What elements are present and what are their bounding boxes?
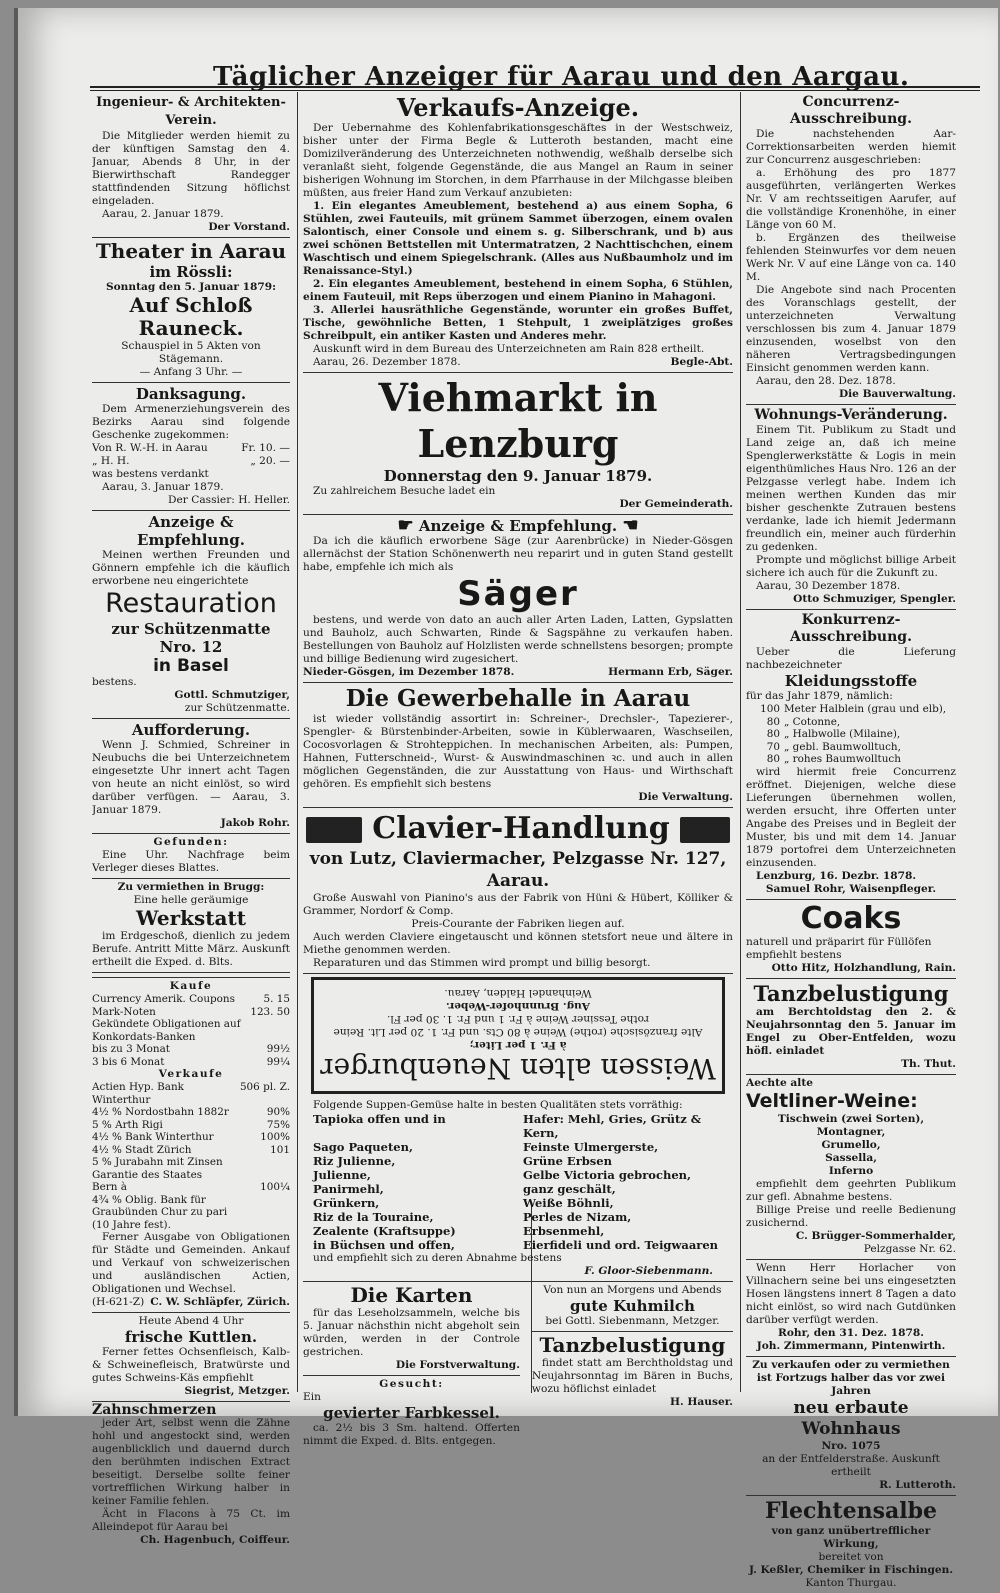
fabric-row [746,703,956,716]
product-item: Tapioka offen und in [313,1112,446,1126]
ad-text: Prompte und möglichst billige Arbeit sichere ich auch für die Zukunft zu. [746,554,956,579]
rate-row [92,1194,290,1232]
product-item: Zealente (Kraftsuppe) [313,1224,456,1238]
ad-title-text: Anzeige & Empfehlung. [418,517,618,535]
ad-restauration [92,511,290,719]
product-list [303,1112,733,1252]
ad-subtitle: zur Schützenmatte Nro. 12 [111,620,271,656]
fabric-name: „ gebl. Baumwolltuch, [784,740,901,753]
ad-karten [303,1282,520,1376]
product-item: Eierfideli und ord. Teigwaaren [523,1238,719,1252]
ad-city: in Basel [153,656,229,676]
ad-text: bereitet von [818,1550,884,1563]
ad-text: Ferner fettes Ochsenfleisch, Kalb- & Schweinefleisch, Bratwürste und gutes Schweins-Käs empfiehlt [92,1346,290,1384]
fabric-name: „ Cotonne, [784,715,841,728]
rate-row [92,1131,290,1144]
masthead: Täglicher Anzeiger für Aarau und den Aargau. [213,62,910,92]
fabric-quantity: 80 [766,753,780,765]
ad-date: Aarau, den 28. Dez. 1878. [756,375,896,387]
ad-date: Sonntag den 5. Januar 1879: [105,281,277,293]
ad-coaks [746,900,956,979]
fabric-quantity: 80 [766,728,780,740]
ad-text: bestens, und werde von dato an auch aller Arten Laden, Latten, Gypslatten und Bauholz, auch Schwarten, Rinde & Sagspähne zu verkaufen haben. Bestellungen von Bauholz auf Holzlisten werde schnellstens besorgen; prompte und billige Bedienung wird zugesichert. [303,614,733,665]
ad-date: Aarau, 30 Dezember 1878. [756,580,901,592]
ad-text: Meinen werthen Freunden und Gönnern empfehle ich die käuflich erworbene neu eingerichtete [92,549,290,587]
rate-label: 3 bis 6 Monat [92,1055,165,1068]
rate-value: 75% [266,1118,290,1131]
ad-kuhmilch [532,1282,733,1332]
ad-headline: Restauration [105,588,277,619]
wine-item: Sassella, [825,1151,877,1164]
column-divider-2 [740,92,741,1392]
fabric-name: Meter Halblein (grau und elb), [784,703,947,715]
ad-signature: Aug. Brunnhofer-Weber. [445,1000,591,1012]
ad-kurse [92,977,290,1313]
ad-title: Viehmarkt in Lenzburg [378,375,658,466]
rate-row [92,1106,290,1119]
ad-text: Auskunft wird in dem Bureau des Unterzeichneten am Rain 828 ertheilt. [313,343,705,355]
fabric-row [746,753,956,766]
ad-headline: gevierter Farbkessel. [323,1404,500,1422]
rate-value: 100¼ [260,1181,290,1193]
ad-text: bei Gottl. Siebenmann, Metzger. [545,1315,720,1327]
rate-value [250,1018,290,1043]
ad-signature: C. Brügger-Sommerhalder, [795,1229,956,1242]
donation-amount: Fr. 10. — [241,442,290,454]
ad-intro: Aechte alte [746,1076,813,1089]
ad-item: 3. Allerlei hausräthliche Gegenstände, worunter ein großes Buffet, Tische, gewöhnliche Betten, 1 Stehpult, 1 zweiplätziges großes Schreibpult, ein antiker Kasten und Anderes mehr. [303,304,733,342]
rate-row [92,1043,290,1056]
ad-headline: Veltliner-Weine: [746,1089,918,1112]
ad-text: Von nun an Morgens und Abends [543,1284,722,1296]
ad-zahnschmerzen [92,1402,290,1550]
ad-text: Der Uebernahme des Kohlenfabrikationsgeschäftes in der Westschweiz, bisher unter der Firma Begle & Lutteroth bestanden, macht eine Domizilveränderung des Unterzeichneten nothwendig, weßhalb derselbe sich veranlaßt sieht, folgende Gegenstände, die aus Mangel an Raum in seiner bisherigen Wohnung im Storchen, in dem Pfarrhause in der Milchgasse bleiben müßten, aus freier Hand zum Verkauf anzubieten: [303,122,733,199]
ad-headline: Tanzbelustigung [539,1333,726,1357]
fabric-name: „ Halbwolle (Milaine), [784,728,901,740]
product-item: Hafer: Mehl, Gries, Grütz & Kern, [523,1112,702,1140]
ad-item: a. Erhöhung des pro 1877 ausgeführten, verlängerten Werkes Nr. V am rechtsseitigen Aarufer, auf die vollständige Kronenhöhe, in einer Länge von 60 M. [746,167,956,231]
rate-row [92,1018,290,1043]
ad-signature: Jakob Rohr. [220,817,290,829]
ad-viehmarkt [303,373,733,515]
ad-headline: Kleidungsstoffe [784,672,918,690]
ad-signature: R. Lutteroth. [879,1478,956,1491]
rate-label: Mark-Noten [92,1005,156,1018]
ad-signature: H. Hauser. [670,1396,733,1408]
fabric-quantity: 80 [766,715,780,728]
fabric-table [746,703,956,766]
column-divider-1 [297,92,298,1392]
ad-date: Aarau, 26. Dezember 1878. [313,356,461,368]
ad-signature: Hermann Erb, Säger. [608,666,733,678]
product-item: Gelbe Victoria gebrochen, [523,1168,691,1182]
ad-headline: Säger [457,574,579,614]
rate-label: Currency Amerik. Coupons [92,993,235,1005]
bottom-left [303,1282,526,1451]
ad-title [303,517,733,535]
rate-value: 5. 15 [263,993,290,1005]
ad-signature: Th. Thut. [901,1057,956,1070]
ad-signature: Siegrist, Metzger. [184,1385,290,1397]
ad-text: Zu zahlreichem Besuche ladet ein [313,485,496,497]
ad-footer [303,666,733,679]
product-item: Julienne, [313,1168,371,1182]
ad-text: jeder Art, selbst wenn die Zähne hohl und angestockt sind, werden augenblicklich und dauernd durch den berühmten indischen Extract beseitigt. Derselbe sollte feiner vortrefflichen Wirkung halber in keiner Familie fehlen. [92,1417,290,1507]
ad-text: Schauspiel in 5 Akten von Stägemann. [121,340,261,365]
ad-text: und empfiehlt sich zu deren Abnahme bestens [313,1252,562,1264]
ad-title: Aufforderung. [131,721,251,739]
ad-text: ca. 2½ bis 3 Sm. haltend. Offerten nimmt die Exped. d. Blts. entgegen. [303,1422,520,1447]
ad-suppen-gemuese [303,1097,733,1282]
rate-row [92,1006,290,1019]
ad-title: Die Gewerbehalle in Aarau [345,685,691,712]
rate-value [240,1156,290,1181]
ad-signature: Der Cassier: H. Heller. [168,494,290,506]
rate-value: 90% [266,1106,290,1118]
ad-intro: Heute Abend 4 Uhr [138,1315,244,1327]
ad-ingenieur-verein [92,92,290,238]
ad-text: Wenn J. Schmied, Schreiner in Neubuchs die bei Unterzeichnetem eingesetzte Uhr innert acht Tagen von heute an nicht einlöst, so wird darüber verfügen. — Aarau, 3. Januar 1879. [92,739,290,816]
ad-signature-line: Weinhandel Halden, Aarau. [444,987,592,999]
ad-flechtensalbe [746,1496,956,1593]
ad-signature: Die Bauverwaltung. [838,388,956,400]
ad-signature: Ch. Hagenbuch, Coiffeur. [140,1534,290,1546]
pointing-hand-icon: ☚ [622,515,639,536]
wine-list [746,1113,956,1178]
ad-veltliner [746,1075,956,1260]
ad-konkurrenz [746,610,956,900]
ad-title: Wohnungs-Veränderung. [754,407,948,423]
rate-row [92,1056,290,1069]
ad-title: Die Karten [350,1283,473,1307]
ad-farbkessel [303,1376,520,1451]
ad-text: ist wieder vollständig assortirt in: Schreiner-, Drechsler-, Tapezierer-, Spengler- & Bürstenbinder-Arbeiten, sowie in Küblerwaaren, Waschseilen, Cocosvorlagen & Strohteppichen. In mechanischen Arbeiten, als: Pumpen, Hahnen, Futterschneid-, Wurst- & Auswindmaschinen ꝛc. und auch in allen möglichen Gegenständen, die zur Ausstattung von Haus- und Wirthschaft gehören. Es empfiehlt sich bestens [303,713,733,790]
ad-item: 2. Ein elegantes Ameublement, bestehend in einem Sopha, 6 Stühlen, einem Fauteuil, mit Reps überzogen und einem Pianino in Mahagoni. [303,278,733,303]
ad-text: Billige Preise und reelle Bedienung zusichernd. [746,1203,956,1229]
ad-kuttlen [92,1313,290,1402]
ad-text: Große Auswahl von Pianino's aus der Fabrik von Hüni & Hübert, Kölliker & Grammer, Nordorf & Comp. [303,892,733,917]
ad-date: Rohr, den 31. Dez. 1878. [778,1326,924,1339]
ad-neuenburger-upside-down [311,977,725,1094]
ad-text: findet statt am Berchtholdstag und Neujahrsonntag im Bären in Buchs, wozu höflichst einladet [531,1357,733,1395]
ad-signature-line: zur Schützenmatte. [184,702,290,714]
rate-row [92,1156,290,1181]
ad-signature-line: Pelzgasse Nr. 62. [863,1242,956,1255]
ad-concurrenz [746,92,956,405]
fabric-name: „ rohes Baumwolltuch [784,753,901,765]
ad-text: Eine Uhr. Nachfrage beim Verleger dieses Blattes. [92,849,290,874]
ad-signature: Die Verwaltung. [638,791,733,803]
ad-item: 1. Ein elegantes Ameublement, bestehend a) aus einem Sopha, 6 Stühlen, zwei Fauteuils, mit grünem Sammet überzogen, einem ovalen Salontisch, einer Console und einem s. g. Silberschrank, und b) aus zwei schönen Bettstellen mit Untermatratzen, 2 Nachttischchen, einem Waschtisch und einem Spiegelschrank. (Alles aus Nußbaumholz und im Renaissance-Styl.) [303,200,733,277]
ad-intro: Zu verkaufen oder zu vermiethen ist Fortzugs halber das vor zwei Jahren [752,1358,950,1397]
fabric-row [746,716,956,729]
ad-text: für das Jahr 1879, nämlich: [746,690,893,702]
column-right [746,92,956,1593]
rate-label: Gekündete Obligationen auf Konkordats-Banken [92,1018,241,1043]
rate-label: 5 % Arth Rigi [92,1118,163,1131]
ad-subtitle: von ganz unübertrefflicher Wirkung, [771,1524,931,1550]
product-item: Perles de Nizam, [523,1210,632,1224]
top-rule [90,86,980,88]
ad-title: Verkaufs-Anzeige. [396,93,640,122]
rate-label: 4½ % Nordostbahn 1882r [92,1106,229,1118]
ad-title: Concurrenz-Ausschreibung. [790,94,912,127]
ad-title: Gesucht: [379,1378,444,1390]
ad-headline: Coaks [800,900,902,936]
ad-text: Eine helle geräumige [133,894,249,906]
ad-text: Wenn Herr Horlacher von Villnachern seine bei uns eingesetzten Hosen längstens innert 8 Tagen a dato nicht einlöst, so wird nach Gutdünken darüber verfügt werden. [746,1261,956,1326]
ad-werkstatt [92,879,290,973]
bottom-right [526,1282,733,1451]
ad-title-text: Clavier-Handlung [372,811,670,846]
ad-text: empfiehlt dem geehrten Publikum zur gefl. Abnahme bestens. [746,1177,956,1203]
ad-footer [92,1296,290,1309]
ad-text: Preis-Courante der Fabriken liegen auf. [411,918,625,930]
ad-text: bestens. [92,676,137,688]
column-left [92,92,290,1550]
ad-text: Ächt in Flacons à 75 Ct. im Alleindepot für Aarau bei [92,1508,290,1533]
ad-headline: Weissen alten Neuenburger [320,1052,716,1085]
ad-signature: Der Vorstand. [208,221,290,233]
ad-tanzbelustigung-entfelden [746,979,956,1075]
ad-gewerbehalle [303,683,733,808]
bottom-row [303,1282,733,1451]
ad-text: Die Angebote sind nach Procenten des Voranschlags gestellt, der unterzeichneten Verwaltung verschlossen bis zum 4. Januar 1879 einzusenden, woselbst von den näheren Vertragsbedingungen Einsicht genommen werden kann. [746,284,956,374]
rate-value: 506 pl. Z. [239,1081,290,1093]
ad-text: an der Entfelderstraße. Auskunft ertheilt [762,1452,940,1478]
donation-row [92,442,290,455]
ad-text: Die Mitglieder werden hiemit zu der künftigen Samstag den 4. Januar, Abends 8 Uhr, in der Bierwirthschaft Randegger stattfindenden Sitzung höflichst eingeladen. [92,130,290,207]
ad-text: für das Leseholzsammeln, welche bis 5. Januar nächsthin nicht abgeholt sein würden, werden in der Controle gestrichen. [303,1307,520,1358]
ad-title: Ingenieur- & Architekten-Verein. [96,95,286,128]
ad-gefunden [92,834,290,879]
rate-value [240,1194,290,1232]
fabric-row [746,728,956,741]
rate-row [92,1144,290,1157]
top-rule-thin [90,90,980,91]
column-middle [303,92,733,1451]
rate-label: 4¾ % Oblig. Bank für Graubünden Chur zu pari (10 Jahre fest). [92,1193,228,1231]
ad-subtitle: im Rössli: [149,263,233,281]
donation-row [92,455,290,468]
rate-row [92,1081,290,1106]
ad-text: Da ich die käuflich erworbene Säge (zur Aarenbrücke) in Nieder-Gösgen allernächst der Station Schönenwerth neu reparirt und in guten Stand gestellt habe, empfehle ich mich als [303,535,733,573]
rate-value: 99¼ [266,1055,290,1068]
ad-text: Dem Armenerziehungsverein des Bezirks Aarau sind folgende Geschenke zugekommen: [92,403,290,441]
ad-headline: neu erbaute Wohnhaus [793,1397,909,1439]
ad-signature: J. Keßler, Chemiker in Fischingen. [748,1563,954,1576]
ad-date: Lenzburg, 16. Dezbr. 1878. [756,869,917,882]
rate-value: 99½ [266,1043,290,1055]
ad-text: naturell und präparirt für Füllöfen empfiehlt bestens [746,935,932,961]
wine-item: Montagner, [816,1125,886,1138]
ad-danksagung [92,383,290,511]
ad-aufforderung [92,719,290,834]
wine-item: Inferno [828,1164,874,1177]
ad-subtitle: von Lutz, Claviermacher, Pelzgasse Nr. 127, Aarau. [309,849,727,891]
ad-number: Nro. 1075 [821,1439,881,1452]
ad-title: Anzeige & Empfehlung. [137,513,245,549]
rate-row [92,1119,290,1132]
rate-value: 101 [270,1143,290,1156]
ad-signature: Otto Schmuziger, Spengler. [793,593,956,605]
ad-clavier-handlung [303,808,733,974]
ad-hosen [746,1260,956,1357]
ad-title: Konkurrenz-Ausschreibung. [790,612,912,645]
fabric-quantity: 70 [766,740,780,753]
ad-headline: frische Kuttlen. [124,1328,258,1346]
ad-tanzbelustigung-buchs [532,1332,733,1412]
ad-signature: Otto Hitz, Holzhandlung, Rain. [771,961,956,974]
product-item: Riz de la Touraine, [313,1210,434,1224]
ad-play-title: Auf Schloß Rauneck. [129,293,253,340]
ad-text: Ein [303,1391,321,1403]
ad-intro: Zu vermiethen in Brugg: [117,881,265,893]
ad-text: Die nachstehenden Aar-Correktionsarbeiten werden hiemit zur Concurrenz ausgeschrieben: [746,128,956,166]
section-heading: Kaufe [169,980,213,992]
ad-title [303,810,733,848]
ad-text: Auch werden Claviere eingetauscht und können stetsfort neue und ältere in Miethe genommen werden. [303,931,733,956]
ad-headline: Flechtensalbe [765,1497,937,1524]
ad-date: Aarau, 2. Januar 1879. [102,208,224,220]
ad-signature: Samuel Rohr, Waisenpfleger. [765,882,937,895]
donation-amount: „ 20. — [250,455,290,467]
product-item: Panirmehl, [313,1182,384,1196]
ad-date: Donnerstag den 9. Januar 1879. [383,467,653,485]
ad-title: Gefunden: [153,836,229,848]
ad-wohnungs-veraenderung [746,405,956,610]
rate-label: 4½ % Stadt Zürich [92,1143,192,1156]
ad-saeger [303,515,733,683]
rate-label: 4½ % Bank Winterthur [92,1131,214,1143]
fabric-row [746,741,956,754]
sell-table [92,1081,290,1231]
ad-text: Ueber die Lieferung nachbezeichneter [746,646,956,671]
pointing-hand-icon: ☛ [397,515,414,536]
ad-date: Nieder-Gösgen, im Dezember 1878. [303,666,515,678]
ad-signature: Der Gemeinderath. [619,498,733,510]
rate-value: 123. 50 [250,1005,290,1018]
ad-text: im Erdgeschoß, dienlich zu jedem Berufe. Antritt Mitte März. Auskunft ertheilt die Exped. d. Blts. [92,930,290,968]
ad-text: — Anfang 3 Uhr. — [139,366,243,378]
ad-signature: F. Gloor-Siebenmann. [584,1265,713,1277]
rate-row [92,993,290,1006]
wine-item: Grumello, [821,1138,881,1151]
ad-item: b. Ergänzen des theilweise fehlenden Steinwurfes vor dem neuen Werk Nr. V auf eine Länge von ca. 140 M. [746,232,956,283]
rate-label: Actien Hyp. Bank Winterthur [92,1081,184,1106]
section-heading: Verkaufe [158,1068,224,1080]
buy-table [92,993,290,1068]
wine-item: Tischwein (zwei Sorten), [777,1112,925,1125]
ad-text: Folgende Suppen-Gemüse halte in besten Qualitäten stets vorräthig: [313,1099,683,1111]
ad-text: Einem Tit. Publikum zu Stadt und Land zeige an, daß ich meine Spenglerwerkstätte & Logis in mein eigenthümliches Haus Nro. 126 an der Pelzgasse verlegt habe. Indem ich meinen werthen Kunden das mir bisher geschenkte Zutrauen bestens verdanke, lade ich hiemit Jedermann freundlich ein, meiner auch fürderhin zu gedenken. [746,424,956,553]
ad-signature: C. W. Schläpfer, Zürich. [150,1296,290,1308]
rate-row [92,1181,290,1194]
ad-price: à Fr. 1 per Liter; [469,1039,567,1051]
rate-label: bis zu 3 Monat [92,1043,170,1055]
donation-donor: Von R. W.-H. in Aarau [92,442,208,454]
rate-value: 100% [260,1131,290,1143]
product-item: in Büchsen und offen, [313,1238,455,1252]
ad-wohnhaus [746,1357,956,1496]
ad-footer [303,356,733,369]
ad-signature: Joh. Zimmermann, Pintenwirth. [756,1339,946,1352]
ad-verkaufs-anzeige [303,92,733,373]
ad-title: Danksagung. [135,385,247,403]
product-item: Riz Julienne, [313,1154,396,1168]
ad-date: Aarau, 3. Januar 1879. [102,481,224,493]
ad-text: wird hiermit freie Concurrenz eröffnet. Diejenigen, welche diese Lieferungen übernehmen wollen, werden ersucht, ihre Offerten unter Angabe des Preises und in Begleit der Muster, bis und mit dem 14. Januar 1879 portofrei dem Unterzeichneten einzusenden. [746,765,956,869]
ad-text: Alte französische (rothe) Weine à 80 Cts. und Fr. 1. 20 per Lit. Reine rothe Tessiner Weine à Fr. 1 und Fr. 1. 30 per Fl. [333,1013,703,1038]
ad-headline: gute Kuhmilch [569,1297,695,1315]
ad-text: am Berchtoldstag den 2. & Neujahrsonntag den 5. Januar im Engel zu Ober-Entfelden, wozu höfl. einladet [746,1005,956,1057]
ad-signature-line: Kanton Thurgau. [805,1576,897,1589]
ad-text: Reparaturen und das Stimmen wird prompt und billig besorgt. [313,957,651,969]
ad-text: was bestens verdankt [92,468,209,480]
donation-donor: „ H. H. [92,455,130,467]
ad-headline: Tanzbelustigung [753,980,949,1006]
product-item: Sago Paqueten, [313,1140,413,1154]
ad-title: Theater in Aarau [95,239,287,263]
piano-icon [680,817,730,843]
product-item: Weiße Böhnli, [523,1196,614,1210]
ad-headline: Werkstatt [136,906,246,930]
ad-theater [92,238,290,383]
fabric-quantity: 100 [760,703,780,715]
product-item: Grünkern, [313,1196,380,1210]
product-item: Erbsenmehl, [523,1224,605,1238]
product-item: Grüne Erbsen [523,1154,612,1168]
ad-signature: Gottl. Schmutziger, [174,689,290,701]
ad-signature: Begle-Abt. [670,356,733,368]
ad-signature: Die Forstverwaltung. [395,1359,520,1371]
product-item: ganz geschält, [523,1182,616,1196]
product-item: Feinste Ulmergerste, [523,1140,659,1154]
ad-title: Zahnschmerzen [92,1402,217,1418]
ad-text: Ferner Ausgabe von Obligationen für Städte und Gemeinden. Ankauf und Verkauf von schweizerischen und ausländischen Actien, Obligationen und Wechsel. [92,1231,290,1295]
ad-code: (H-621-Z) [92,1296,145,1308]
rate-label: Bern à [92,1181,127,1193]
piano-icon [306,817,362,843]
rate-label: 5 % Jurabahn mit Zinsen Garantie des Staates [92,1156,223,1181]
